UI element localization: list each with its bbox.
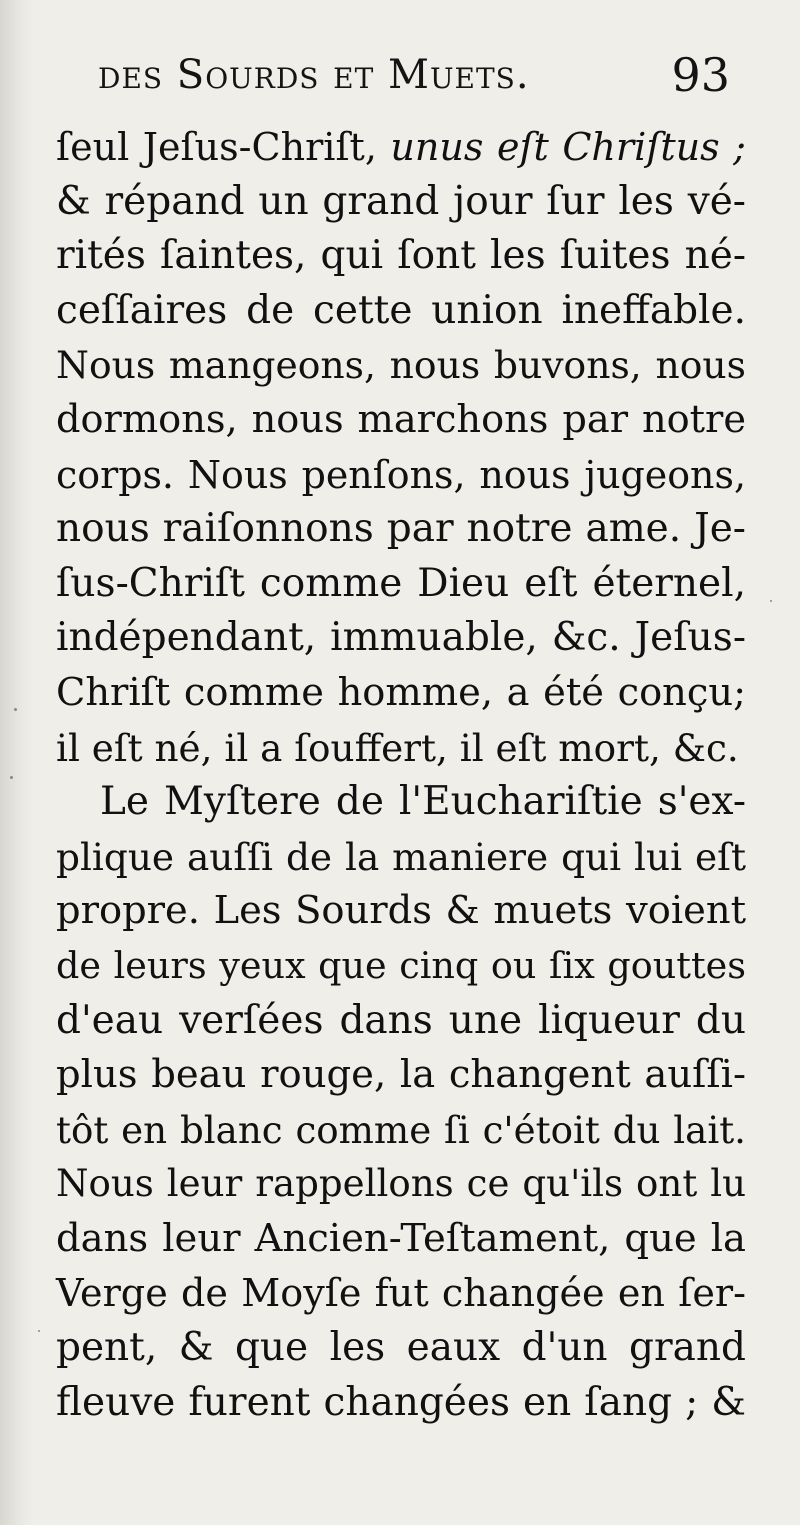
text-line: dormons, nous marchons par notre bbox=[56, 396, 746, 442]
text-line: & répand un grand jour ſur les vé- bbox=[56, 178, 746, 224]
text-line: Nous leur rappellons ce qu'ils ont lu bbox=[56, 1162, 746, 1206]
text-line: plus beau rouge, la changent auſſi- bbox=[56, 1052, 746, 1098]
text-line: indépendant, immuable, &c. Jeſus- bbox=[56, 615, 746, 661]
text-line: Verge de Moyſe fut changée en ſer- bbox=[56, 1271, 746, 1316]
text-line: de leurs yeux que cinq ou ſix gouttes bbox=[56, 943, 746, 987]
body-text bbox=[56, 120, 746, 1430]
text-line: propre. Les Sourds & muets voient bbox=[56, 888, 746, 934]
text-line: Nous mangeons, nous buvons, nous bbox=[56, 343, 746, 388]
paper-speck bbox=[770, 600, 772, 602]
page-gutter-shadow bbox=[0, 0, 34, 1525]
page-number: 93 bbox=[671, 48, 730, 102]
text-line: corps. Nous penſons, nous jugeons, bbox=[56, 452, 746, 497]
paper-speck bbox=[38, 1330, 40, 1332]
running-head-title: des Sourds et Muets. bbox=[98, 52, 530, 98]
text-line: ſus-Chriſt comme Dieu eſt éternel, bbox=[56, 560, 746, 606]
text-line: tôt en blanc comme ſi c'étoit du lait. bbox=[56, 1107, 746, 1152]
text-line: dans leur Ancien-Teſtament, que la bbox=[56, 1215, 746, 1261]
text-line: ceſſaires de cette union ineffable. bbox=[56, 287, 746, 333]
text-line: d'eau verſées dans une liqueur du bbox=[56, 997, 746, 1043]
paper-speck bbox=[10, 776, 13, 779]
text-line: Chriſt comme homme, a été conçu; bbox=[56, 669, 746, 715]
paragraph-start-line: Le Myſtere de l'Euchariſtie s'ex- bbox=[100, 779, 746, 825]
paper-speck bbox=[14, 708, 17, 711]
text-line: rités ſaintes, qui ſont les ſuites né- bbox=[56, 233, 746, 279]
text-line: pent, & que les eaux d'un grand bbox=[56, 1325, 746, 1371]
text-line: fleuve furent changées en ſang ; & bbox=[56, 1379, 746, 1425]
text-line: il eſt né, il a ſouffert, il eſt mort, &c. bbox=[56, 725, 739, 770]
running-head bbox=[98, 46, 748, 106]
text-line: plique auſſi de la maniere qui lui eſt bbox=[56, 834, 746, 879]
text-line: ſeul Jeſus-Chriſt, unus eſt Chriſtus ; bbox=[56, 125, 746, 169]
text-line: nous raiſonnons par notre ame. Je- bbox=[56, 506, 746, 552]
